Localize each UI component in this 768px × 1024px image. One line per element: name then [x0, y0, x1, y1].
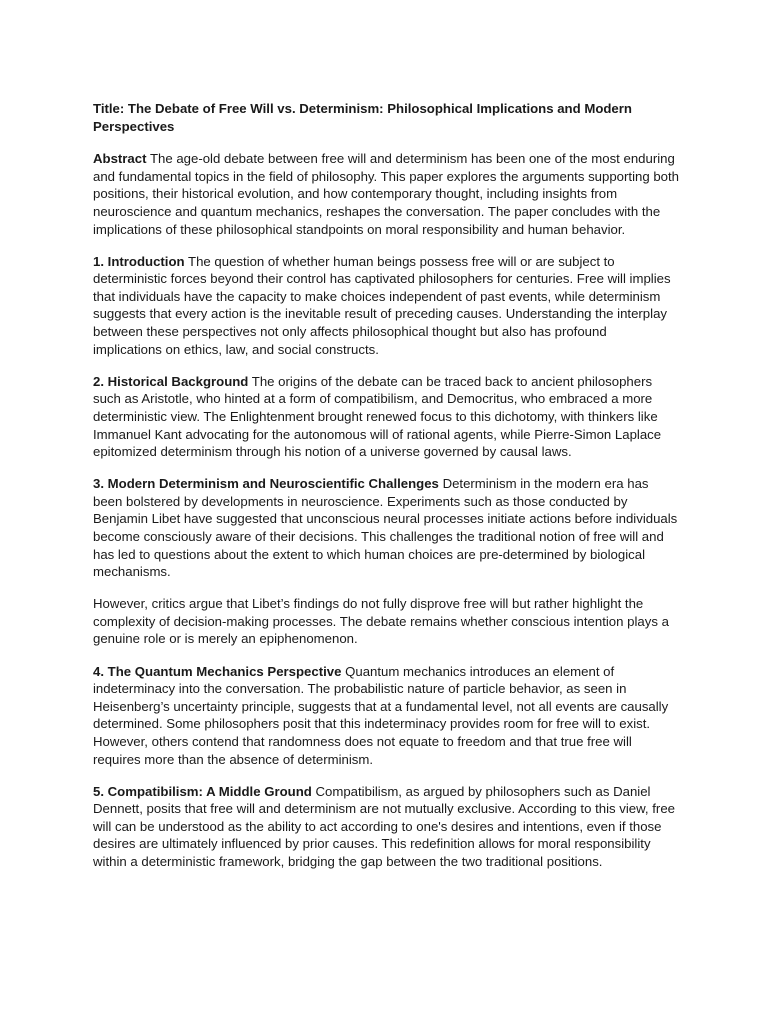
abstract-text: The age-old debate between free will and determinism has been one of the most enduring and fundamental topics in the field of philosophy. This paper explores the arguments supporting both positions, their historical evolution, and how contemporary thought, including insights from neuroscience and quantum mechanics, reshapes the conversation. The paper concludes with the implications of these philosophical standpoints on moral responsibility and human behavior. [93, 151, 679, 237]
introduction-paragraph [93, 253, 679, 359]
historical-background-text: The origins of the debate can be traced back to ancient philosophers such as Aristotle, who hinted at a form of compatibilism, and Democritus, who embraced a more deterministic view. The Enlightenment brought renewed focus to this dichotomy, with thinkers like Immanuel Kant advocating for the autonomous will of rational agents, while Pierre-Simon Laplace epitomized determinism through his notion of a universe governed by causal laws. [93, 373, 662, 460]
modern-determinism-heading: 3. Modern Determinism and Neuroscientific Challenges [93, 476, 439, 492]
modern-determinism-text: Determinism in the modern era has been bolstered by developments in neuroscience. Experiments such as those conducted by Benjamin Libet have suggested that unconscious neural processes initiate actions before individuals become consciously aware of their decisions. This challenges the traditional notion of free will and has led to questions about the extent to which human choices are pre-determined by biological mechanisms. [93, 476, 678, 580]
abstract-paragraph [93, 150, 679, 238]
compatibilism-heading: 5. Compatibilism: A Middle Ground [93, 783, 312, 799]
critics-paragraph: However, critics argue that Libet’s findings do not fully disprove free will but rather highlight the complexity of decision-making processes. The debate remains whether conscious intention plays a genuine role or is merely an epiphenomenon. [93, 596, 669, 647]
compatibilism-paragraph [93, 783, 679, 871]
historical-background-heading: 2. Historical Background [93, 373, 249, 389]
quantum-mechanics-paragraph [93, 663, 679, 769]
compatibilism-text: Compatibilism, as argued by philosophers such as Daniel Dennett, posits that free will and determinism are not mutually exclusive. According to this view, free will can be understood as the ability to act according to one's desires and intentions, even if those desires are ultimately influenced by prior causes. This redefinition allows for moral responsibility within a deterministic framework, bridging the gap between the two traditional positions. [93, 783, 675, 869]
quantum-mechanics-text: Quantum mechanics introduces an element of indeterminacy into the conversation. The probabilistic nature of particle behavior, as seen in Heisenberg’s uncertainty principle, suggests that at a fundamental level, not all events are causally determined. Some philosophers posit that this indeterminacy provides room for free will to exist. However, others contend that randomness does not equate to freedom and that true free will requires more than the absence of determinism. [93, 663, 669, 767]
document-title: Title: The Debate of Free Will vs. Determinism: Philosophical Implications and Modern Perspectives [93, 101, 632, 134]
historical-background-paragraph [93, 373, 679, 461]
quantum-mechanics-heading: 4. The Quantum Mechanics Perspective [93, 663, 342, 679]
abstract-heading: Abstract [93, 151, 147, 167]
introduction-text: The question of whether human beings possess free will or are subject to deterministic forces beyond their control has captivated philosophers for centuries. Free will implies that individuals have the capacity to make choices independent of past events, while determinism suggests that every action is the inevitable result of preceding causes. Understanding the interplay between these perspectives not only affects philosophical thought but also has profound implications on ethics, law, and social constructs. [93, 253, 671, 357]
document-page [93, 100, 679, 885]
introduction-heading: 1. Introduction [93, 253, 185, 269]
modern-determinism-paragraph [93, 475, 679, 581]
